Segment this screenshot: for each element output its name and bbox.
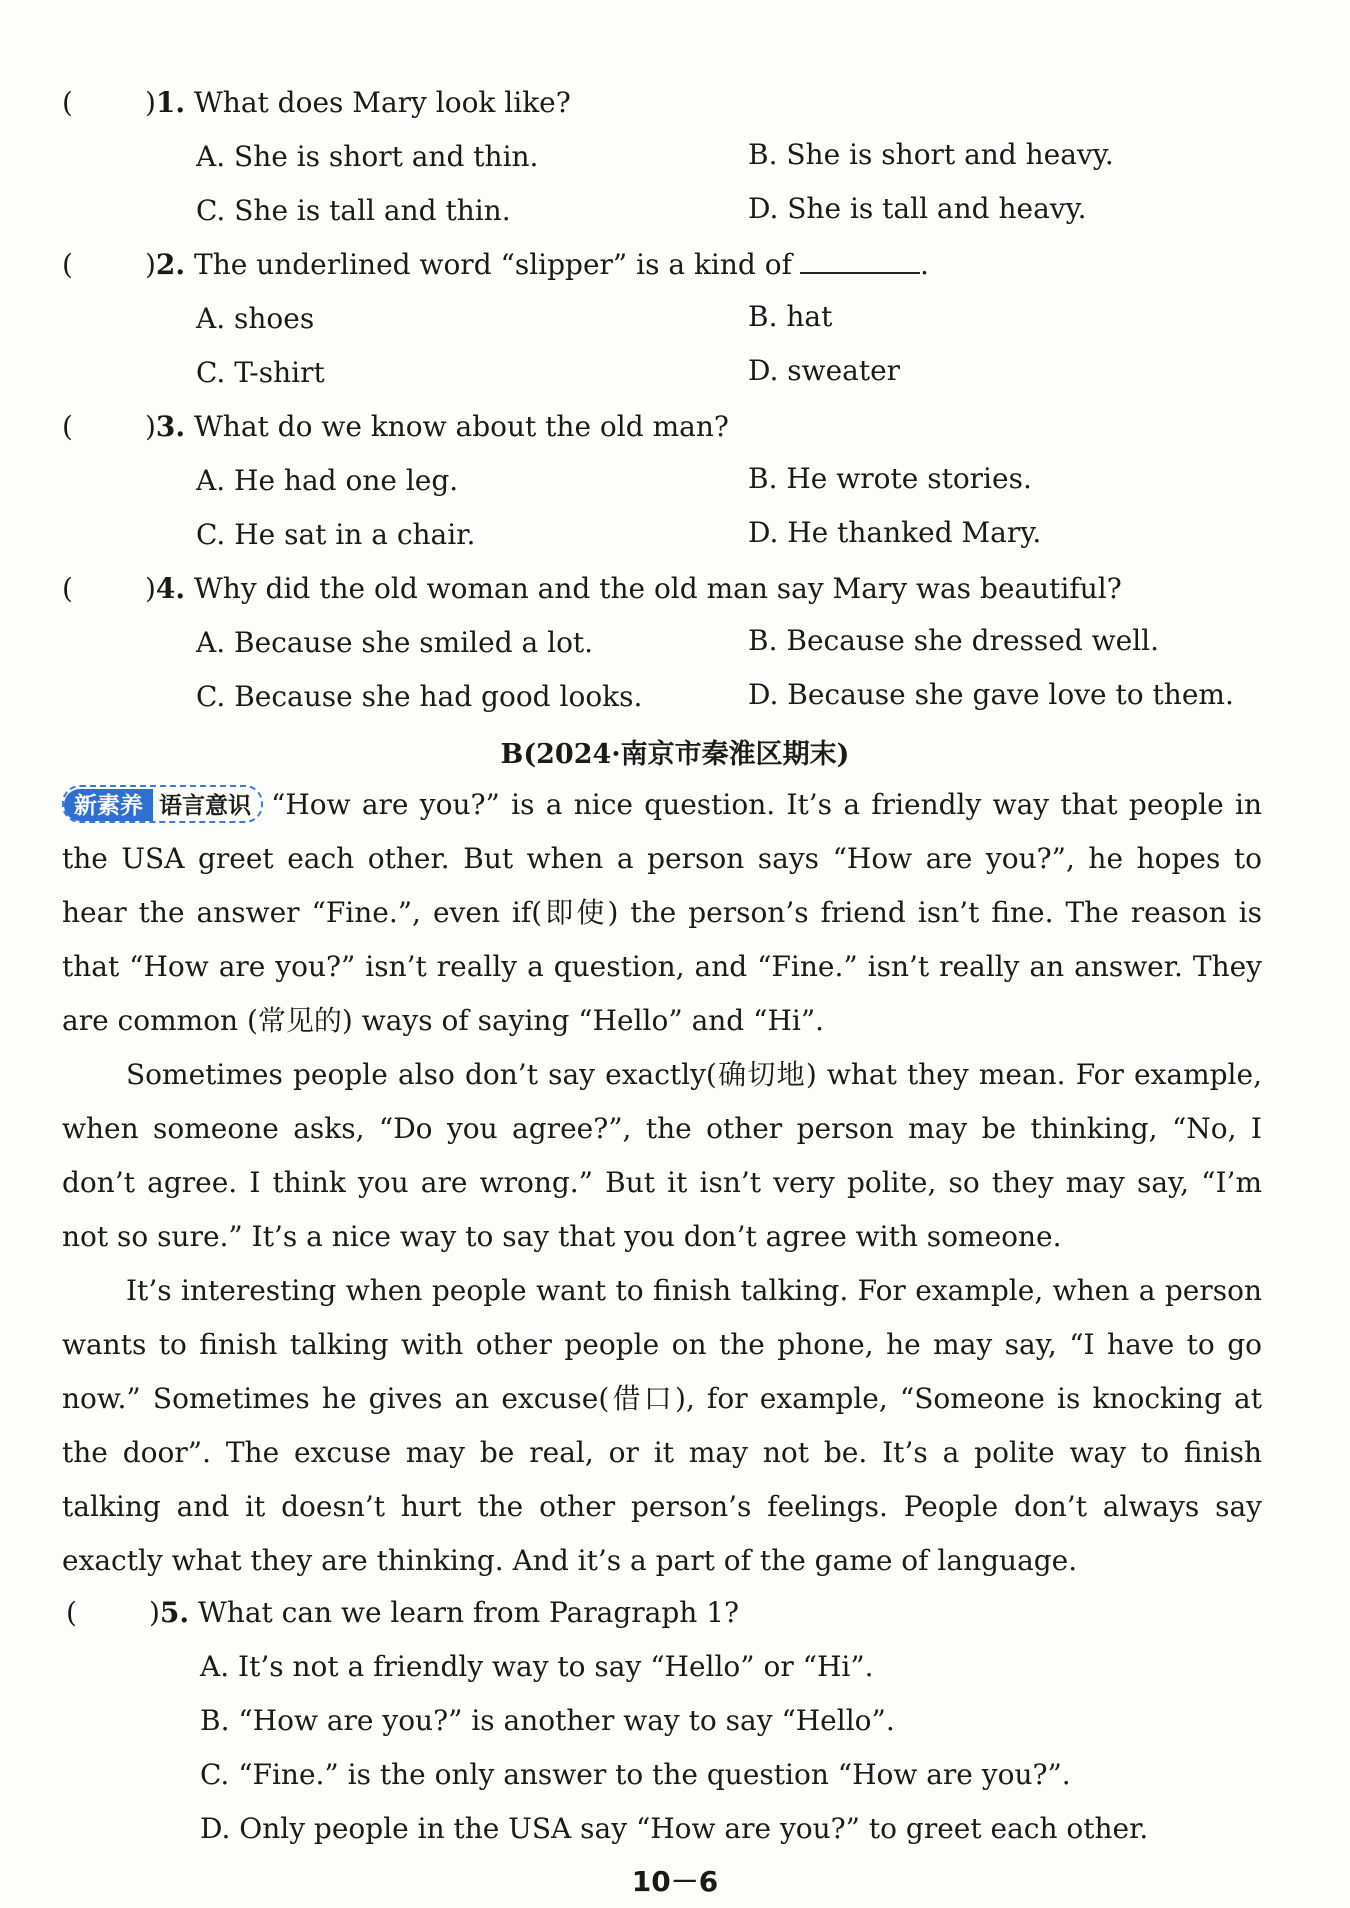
option-b: B. Because she dressed well. xyxy=(748,624,1160,657)
option-a: A. shoes xyxy=(196,302,315,335)
option-d: D. She is tall and heavy. xyxy=(748,192,1087,225)
answer-paren-close: ) xyxy=(144,572,156,605)
option-d: D. Only people in the USA say “How are you?” to greet each other. xyxy=(200,1812,1149,1845)
question-number: 5. xyxy=(159,1596,190,1629)
option-b: B. He wrote stories. xyxy=(748,462,1032,495)
option-c: C. She is tall and thin. xyxy=(196,194,511,227)
option-b: B. “How are you?” is another way to say “Hello”. xyxy=(200,1704,895,1737)
question-text: What can we learn from Paragraph 1? xyxy=(198,1596,740,1629)
option-b: B. hat xyxy=(748,300,833,333)
option-d: D. Because she gave love to them. xyxy=(748,678,1234,711)
option-c: C. T-shirt xyxy=(196,356,325,389)
passage-paragraph-2: Sometimes people also don’t say exactly(确切地) what they mean. For example, when someone asks, “Do you agree?”, the other person may be thinking, “No, I don’t agree. I think you are wrong.” But it isn’t very polite, so they may say, “I’m not so sure.” It’s a nice way to say that you don’t agree with someone. xyxy=(62,1058,1262,1253)
question-text: What does Mary look like? xyxy=(194,86,571,119)
answer-paren-close: ) xyxy=(144,86,156,119)
passage-paragraph-1 xyxy=(62,778,1262,1048)
question-1 xyxy=(62,86,571,120)
new-literacy-badge xyxy=(62,785,263,823)
answer-paren-open: ( xyxy=(62,410,73,443)
question-number: 3. xyxy=(155,410,186,443)
option-b: B. She is short and heavy. xyxy=(748,138,1114,171)
answer-paren-open: ( xyxy=(62,248,73,281)
question-text: Why did the old woman and the old man say Mary was beautiful? xyxy=(194,572,1122,605)
question-3 xyxy=(62,410,729,444)
badge-sub-label: 语言意识 xyxy=(159,792,251,819)
question-text: What do we know about the old man? xyxy=(194,410,729,443)
option-a: A. Because she smiled a lot. xyxy=(196,626,594,659)
option-d: D. sweater xyxy=(748,354,901,387)
answer-paren-close: ) xyxy=(144,410,156,443)
question-number: 1. xyxy=(155,86,186,119)
question-2: ( )2. The underlined word “slipper” is a kind of . xyxy=(62,248,929,281)
question-number: 2. xyxy=(155,248,186,281)
option-c: C. Because she had good looks. xyxy=(196,680,643,713)
option-a: A. He had one leg. xyxy=(196,464,459,497)
question-5 xyxy=(66,1596,739,1630)
option-a: A. It’s not a friendly way to say “Hello” or “Hi”. xyxy=(200,1650,874,1683)
option-c: C. He sat in a chair. xyxy=(196,518,476,551)
option-d: D. He thanked Mary. xyxy=(748,516,1042,549)
option-c: C. “Fine.” is the only answer to the question “How are you?”. xyxy=(200,1758,1071,1791)
section-b-title: B(2024·南京市秦淮区期末) xyxy=(500,739,850,770)
answer-paren-open: ( xyxy=(66,1596,77,1629)
badge-main-label: 新素养 xyxy=(64,789,153,823)
answer-blank xyxy=(800,248,920,274)
answer-paren-open: ( xyxy=(62,86,73,119)
page-number: 10－6 xyxy=(631,1865,719,1898)
question-number: 4. xyxy=(155,572,186,605)
answer-paren-open: ( xyxy=(62,572,73,605)
question-4 xyxy=(62,572,1122,606)
paragraph-text: “How are you?” is a nice question. It’s a friendly way that people in the USA greet each other. But when a person says “How are you?”, he hopes to hear the answer “Fine.”, even if(即使) the person’s friend isn’t fine. The reason is that “How are you?” isn’t really a question, and “Fine.” isn’t really an answer. They are common (常见的) ways of saying “Hello” and “Hi”. xyxy=(62,788,1262,1037)
option-a: A. She is short and thin. xyxy=(196,140,539,173)
answer-paren-close: ) xyxy=(148,1596,160,1629)
passage-paragraph-3: It’s interesting when people want to finish talking. For example, when a person wants to finish talking with other people on the phone, he may say, “I have to go now.” Sometimes he gives an excuse(借口), for example, “Someone is knocking at the door”. The excuse may be real, or it may not be. It’s a polite way to finish talking and it doesn’t hurt the other person’s feelings. People don’t always say exactly what they are thinking. And it’s a part of the game of language. xyxy=(62,1274,1262,1577)
answer-paren-close: ) xyxy=(144,248,156,281)
question-text: The underlined word “slipper” is a kind of xyxy=(194,248,792,281)
